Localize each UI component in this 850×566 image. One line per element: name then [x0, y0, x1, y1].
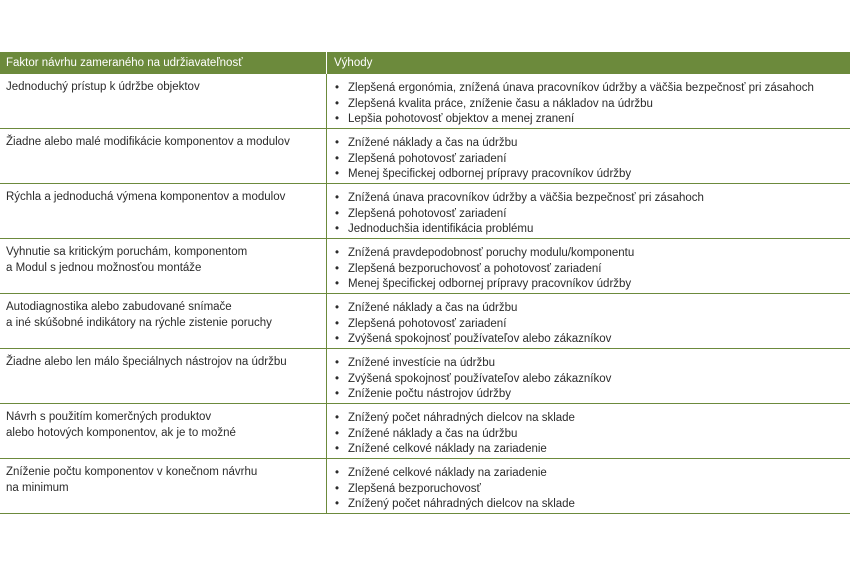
factor-cell: Rýchla a jednoduchá výmena komponentov a modulov [0, 184, 327, 238]
benefits-list [335, 356, 846, 403]
table-row [0, 349, 850, 404]
benefits-cell [327, 129, 850, 183]
benefits-cell [327, 184, 850, 238]
benefits-cell [327, 74, 850, 128]
benefit-item: • Znížený počet náhradných dielcov na sklade [335, 497, 846, 513]
factor-cell: Zníženie počtu komponentov v konečnom návrhu na minimum [0, 459, 327, 513]
benefit-item: • Znížené náklady a čas na údržbu [335, 301, 846, 317]
benefit-item: • Menej špecifickej odbornej prípravy pracovníkov údržby [335, 167, 846, 183]
factor-cell: Jednoduchý prístup k údržbe objektov [0, 74, 327, 128]
table-row [0, 294, 850, 349]
benefit-item: • Znížené náklady a čas na údržbu [335, 136, 846, 152]
benefits-cell [327, 349, 850, 403]
factor-cell: Autodiagnostika alebo zabudované snímače a iné skúšobné indikátory na rýchle zistenie poruchy [0, 294, 327, 348]
benefits-cell [327, 404, 850, 458]
maintainability-table [0, 52, 850, 514]
benefit-item: • Zlepšená pohotovosť zariadení [335, 152, 846, 168]
benefits-list [335, 136, 846, 183]
factor-cell: Vyhnutie sa kritickým poruchám, komponentom a Modul s jednou možnosťou montáže [0, 239, 327, 293]
benefits-list [335, 466, 846, 513]
benefit-item: • Znížené investície na údržbu [335, 356, 846, 372]
benefit-item: • Znížené náklady a čas na údržbu [335, 427, 846, 443]
benefit-item: • Znížené celkové náklady na zariadenie [335, 442, 846, 458]
factor-cell: Žiadne alebo len málo špeciálnych nástrojov na údržbu [0, 349, 327, 403]
benefit-item: • Zvýšená spokojnosť používateľov alebo zákazníkov [335, 332, 846, 348]
table-row [0, 404, 850, 459]
benefit-item: • Zlepšená pohotovosť zariadení [335, 317, 846, 333]
benefits-list [335, 191, 846, 238]
benefit-item: • Znížená únava pracovníkov údržby a väčšia bezpečnosť pri zásahoch [335, 191, 846, 207]
header-benefits: Výhody [334, 57, 373, 69]
benefit-item: • Zlepšená ergonómia, znížená únava pracovníkov údržby a väčšia bezpečnosť pri zásahoch [335, 81, 846, 97]
table-row [0, 459, 850, 514]
benefits-list [335, 81, 846, 128]
benefit-item: • Zlepšená pohotovosť zariadení [335, 207, 846, 223]
header-factor: Faktor návrhu zameraného na udržiavateľnosť [0, 52, 327, 74]
benefits-cell [327, 239, 850, 293]
table-header [0, 52, 850, 74]
benefits-list [335, 301, 846, 348]
benefit-item: • Znížený počet náhradných dielcov na sklade [335, 411, 846, 427]
benefits-list [335, 246, 846, 293]
factor-cell: Žiadne alebo malé modifikácie komponentov a modulov [0, 129, 327, 183]
benefits-list [335, 411, 846, 458]
benefits-cell [327, 459, 850, 513]
benefit-item: • Zvýšená spokojnosť používateľov alebo zákazníkov [335, 372, 846, 388]
benefit-item: • Zníženie počtu nástrojov údržby [335, 387, 846, 403]
table-row [0, 239, 850, 294]
table-row [0, 184, 850, 239]
factor-cell: Návrh s použitím komerčných produktov alebo hotových komponentov, ak je to možné [0, 404, 327, 458]
table-row [0, 74, 850, 129]
benefit-item: • Zlepšená bezporuchovosť [335, 482, 846, 498]
benefit-item: • Menej špecifickej odbornej prípravy pracovníkov údržby [335, 277, 846, 293]
benefit-item: • Jednoduchšia identifikácia problému [335, 222, 846, 238]
benefit-item: • Lepšia pohotovosť objektov a menej zranení [335, 112, 846, 128]
table-row [0, 129, 850, 184]
benefit-item: • Zlepšená bezporuchovosť a pohotovosť zariadení [335, 262, 846, 278]
benefit-item: • Zlepšená kvalita práce, zníženie času a nákladov na údržbu [335, 97, 846, 113]
benefit-item: • Znížená pravdepodobnosť poruchy modulu/komponentu [335, 246, 846, 262]
benefits-cell [327, 294, 850, 348]
benefit-item: • Znížené celkové náklady na zariadenie [335, 466, 846, 482]
